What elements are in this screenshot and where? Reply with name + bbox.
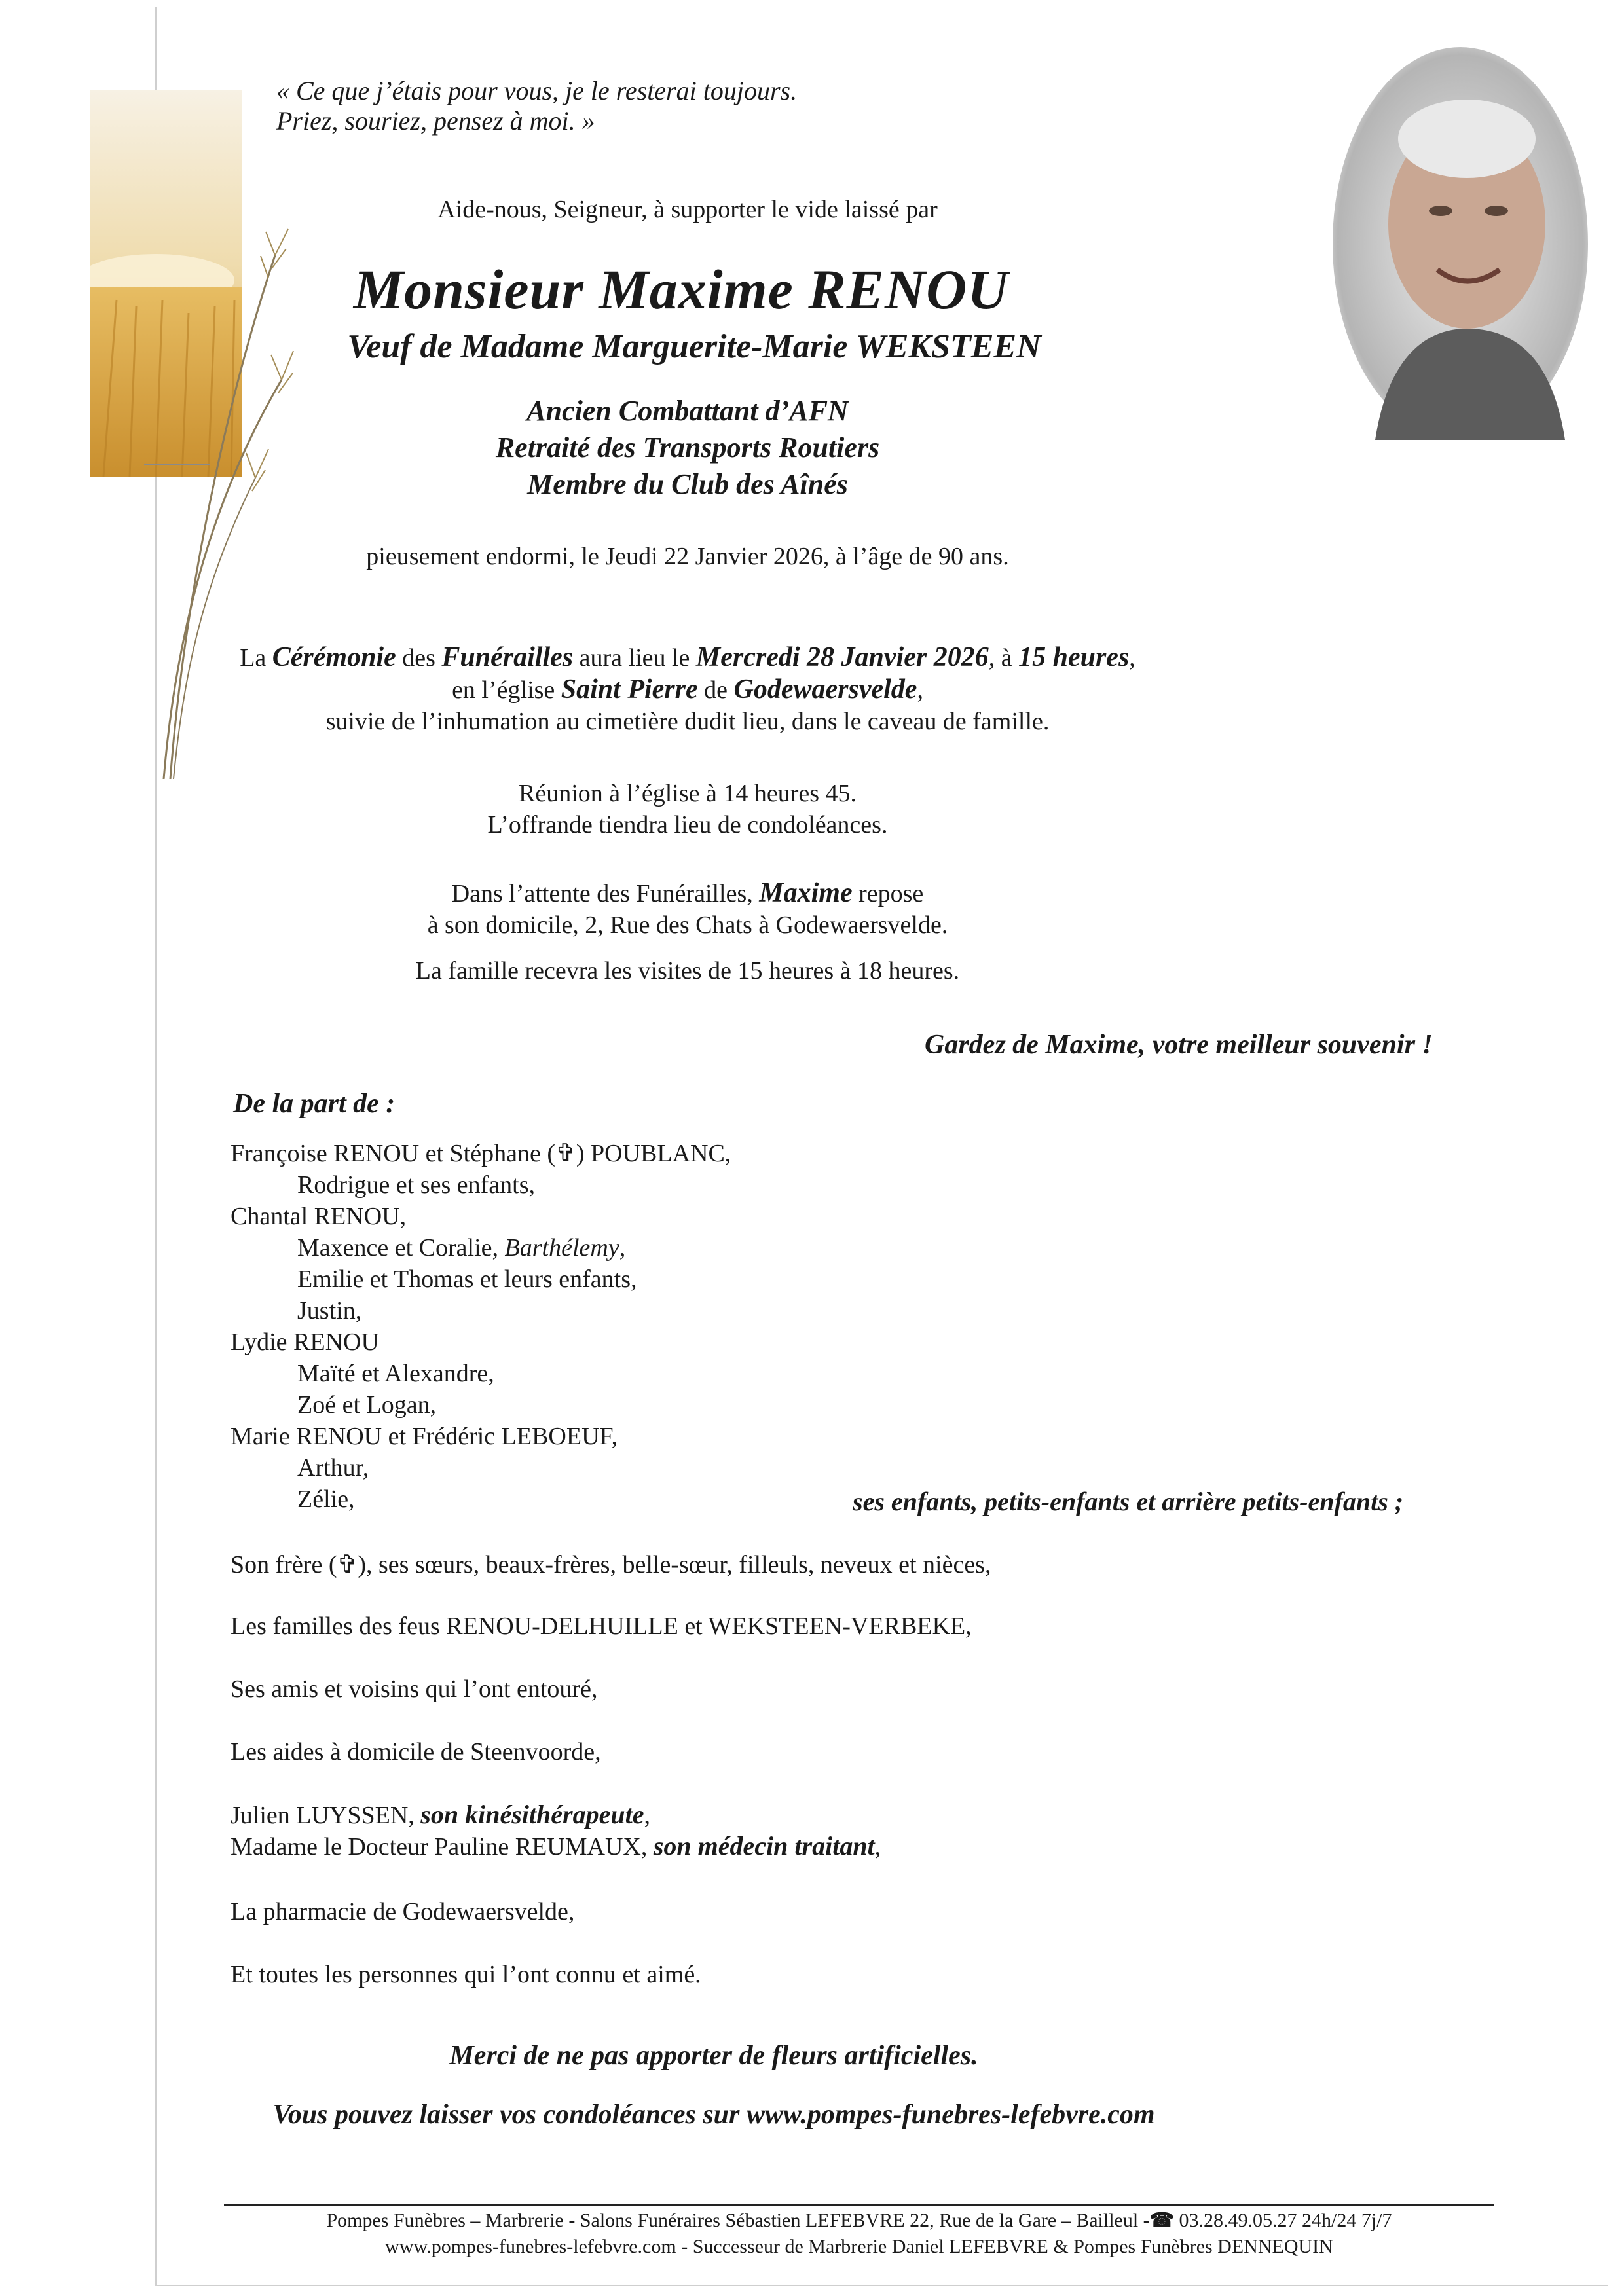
quote-line-1: « Ce que j’étais pour vous, je le resterai toujours. <box>276 76 798 105</box>
family-line: Lydie RENOU <box>231 1328 379 1356</box>
quote-line-2: Priez, souriez, pensez à moi. » <box>276 106 595 136</box>
family-line: Maxence et Coralie, Barthélemy, <box>297 1234 626 1262</box>
family-line: Maïté et Alexandre, <box>297 1360 494 1387</box>
footer <box>224 2208 1494 2260</box>
church-name: Saint Pierre <box>561 674 698 704</box>
friends-line: Ses amis et voisins qui l’ont entouré, <box>231 1675 598 1703</box>
family-line: Arthur, <box>297 1454 369 1482</box>
aides-line: Les aides à domicile de Steenvoorde, <box>231 1738 601 1766</box>
ceremony-block <box>183 642 1192 737</box>
rest-line-2: à son domicile, 2, Rue des Chats à Godewaersvelde. <box>427 911 948 939</box>
intro-line: Aide-nous, Seigneur, à supporter le vide laissé par <box>437 196 938 223</box>
spouse-line: Veuf de Madame Marguerite-Marie WEKSTEEN <box>347 328 1041 365</box>
reunion-block <box>282 778 1094 841</box>
families-line: Les familles des feus RENOU-DELHUILLE et WEKSTEEN-VERBEKE, <box>231 1613 972 1640</box>
family-line: Marie RENOU et Frédéric LEBOEUF, <box>231 1423 618 1450</box>
brother-line: Son frère (✞), ses sœurs, beaux-frères, belle-sœur, filleuls, neveux et nièces, <box>231 1551 991 1578</box>
reunion-line-2: L’offrande tiendra lieu de condoléances. <box>487 811 888 839</box>
titles-block <box>282 393 1094 503</box>
family-line: Justin, <box>297 1297 362 1324</box>
title-veteran: Ancien Combattant d’AFN <box>526 395 849 427</box>
reunion-line-1: Réunion à l’église à 14 heures 45. <box>518 780 857 807</box>
first-name: Maxime <box>759 878 853 908</box>
town-name: Godewaersvelde <box>733 674 917 704</box>
kine-line: Julien LUYSSEN, son kinésithérapeute, <box>231 1800 650 1829</box>
footer-line-2: www.pompes-funebres-lefebvre.com - Successeur de Marbrerie Daniel LEFEBVRE & Pompes Funèbres DENNEQUIN <box>385 2236 1333 2257</box>
ceremony-time: 15 heures <box>1018 642 1130 672</box>
family-list <box>231 1138 1082 1515</box>
family-line: Chantal RENOU, <box>231 1203 407 1230</box>
doctor-line: Madame le Docteur Pauline REUMAUX, son médecin traitant, <box>231 1831 881 1861</box>
ceremony-date: Mercredi 28 Janvier 2026 <box>695 642 989 672</box>
ceremony-line-1: La Cérémonie des Funérailles aura lieu le Mercredi 28 Janvier 2026, à 15 heures, <box>240 642 1135 672</box>
family-line: Zélie, <box>297 1485 355 1513</box>
cross-icon: ✞ <box>555 1140 576 1167</box>
epitaph-quote <box>276 76 1128 136</box>
all-people-line: Et toutes les personnes qui l’ont connu et aimé. <box>231 1961 701 1988</box>
title-club: Membre du Club des Aînés <box>527 468 848 500</box>
portrait-photo <box>1329 47 1588 446</box>
from-label: De la part de : <box>233 1089 396 1119</box>
title-retired: Retraité des Transports Routiers <box>495 431 880 464</box>
ceremony-line-3: suivie de l’inhumation au cimetière dudit lieu, dans le caveau de famille. <box>325 708 1050 735</box>
funerals-word: Funérailles <box>441 642 574 672</box>
rest-line-3: La famille recevra les visites de 15 heures à 18 heures. <box>415 957 960 985</box>
rest-line-1: Dans l’attente des Funérailles, Maxime repose <box>451 878 924 908</box>
death-line: pieusement endormi, le Jeudi 22 Janvier 2026, à l’âge de 90 ans. <box>366 543 1009 570</box>
ceremony-word: Cérémonie <box>272 642 396 672</box>
children-label: ses enfants, petits-enfants et arrière petits-enfants ; <box>853 1487 1404 1516</box>
deceased-name: Monsieur Maxime RENOU <box>353 258 1009 321</box>
pharmacy-line: La pharmacie de Godewaersvelde, <box>231 1898 575 1925</box>
family-line: Zoé et Logan, <box>297 1391 437 1419</box>
footer-line-1: Pompes Funèbres – Marbrerie - Salons Funéraires Sébastien LEFEBVRE 22, Rue de la Gare – Bailleul -☎ 03.28.49.05.27 24h/24 7j/7 <box>326 2210 1392 2231</box>
scan-bottom-edge <box>155 2285 1608 2286</box>
phone-icon: ☎ <box>1149 2210 1175 2231</box>
family-line: Emilie et Thomas et leurs enfants, <box>297 1266 637 1293</box>
rest-block <box>282 877 1094 987</box>
flowers-note: Merci de ne pas apporter de fleurs artificielles. <box>449 2041 978 2071</box>
footer-rule <box>224 2204 1494 2206</box>
family-line: Rodrigue et ses enfants, <box>297 1171 536 1199</box>
remember-line: Gardez de Maxime, votre meilleur souvenir ! <box>925 1030 1433 1060</box>
condolences-note: Vous pouvez laisser vos condoléances sur www.pompes-funebres-lefebvre.com <box>272 2100 1155 2130</box>
family-line: Françoise RENOU et Stéphane (✞) POUBLANC, <box>231 1140 731 1167</box>
ceremony-line-2: en l’église Saint Pierre de Godewaersvelde, <box>452 674 923 704</box>
cross-icon: ✞ <box>337 1551 358 1578</box>
